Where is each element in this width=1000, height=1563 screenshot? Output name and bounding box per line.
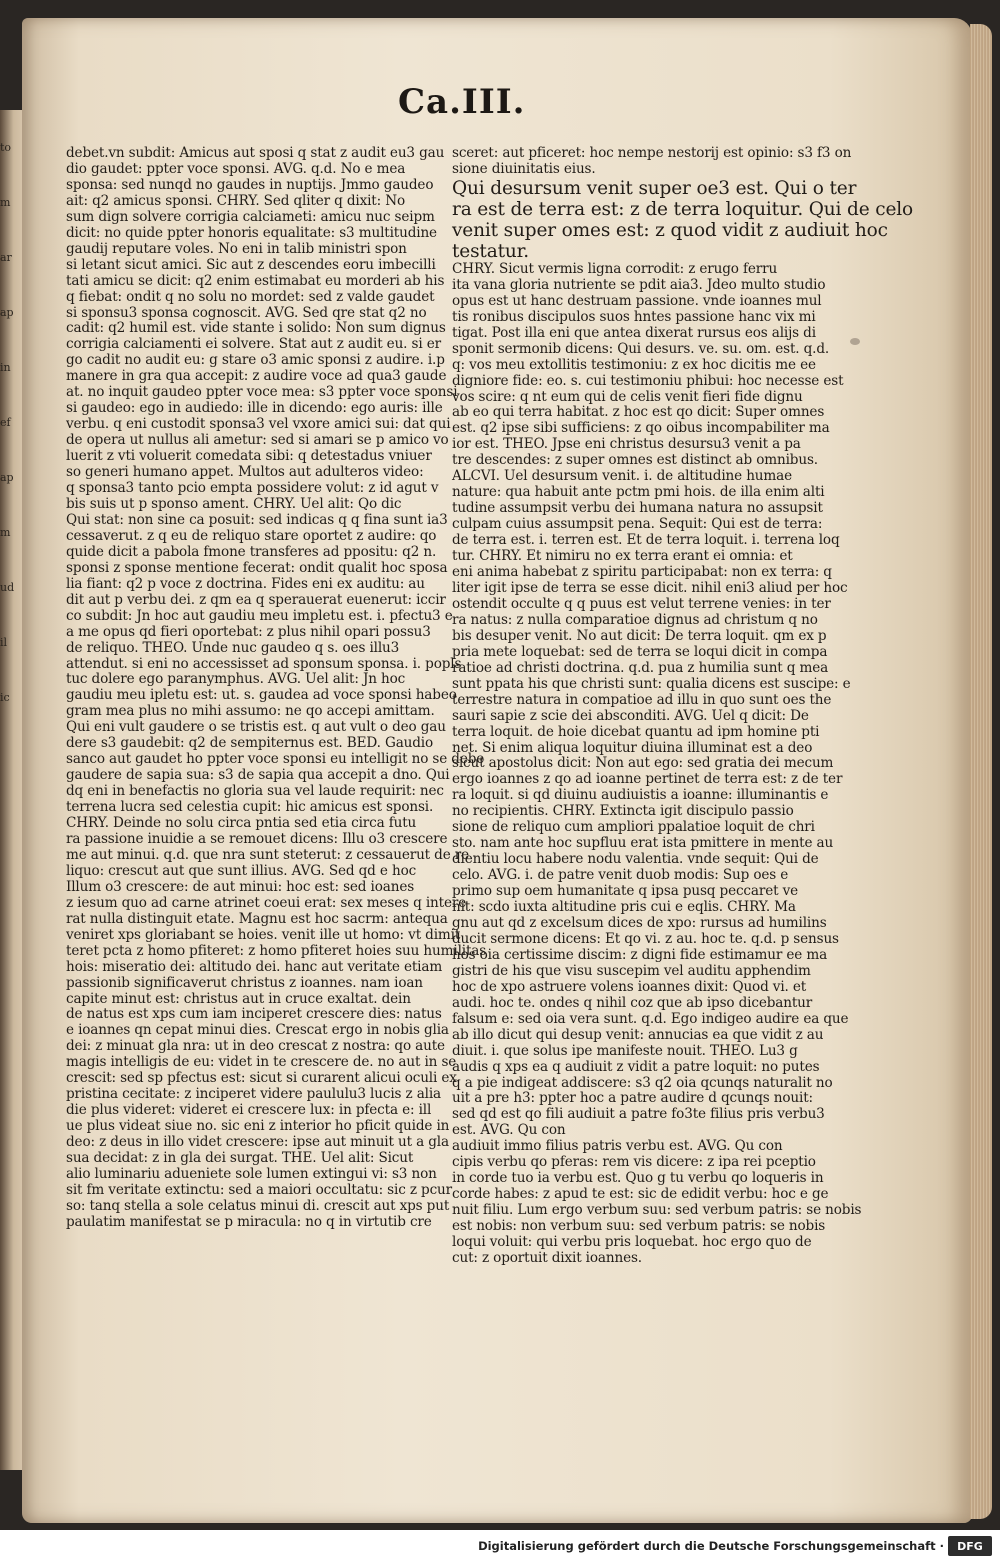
text-line: bis desuper venit. No aut dicit: De terra loquit. qm ex p [452,627,827,644]
text-line: rat nulla distinguit etate. Magnu est hoc sacrm: antequa [66,910,448,927]
text-line: testatur. [452,240,530,262]
text-line: tati amicu se dicit: q2 enim estimabat eu morderi ab his [66,272,445,289]
text-line: co subdit: Jn hoc aut gaudiu meu impletu est. i. pfectu3 e [66,607,453,624]
text-line: sed qd est qo fili audiuit a patre fo3te filius pris verbu3 [452,1106,825,1123]
text-line: sto. nam ante hoc supfluu erat ista pmittere in mente au [452,835,834,852]
text-line: terra loquit. de hoie dicebat quantu ad ipm homine pti [452,723,820,740]
text-line: pria mete loquebat: sed de terra se loqui dicit in compa [452,643,828,660]
margin-note: ud [0,581,15,594]
text-line: ait: q2 amicus sponsi. CHRY. Sed qliter q dixit: No [66,192,405,209]
text-line: sum dign solvere corrigia calciameti: amicu nuc seipm [66,208,435,225]
text-line: est. AVG. Qu con [452,1122,566,1139]
text-line: pristina cecitate: z inciperet videre paululu3 lucis z alia [66,1086,442,1103]
text-line: ostendit occulte q q puus est velut terrene venies: in ter [452,595,831,612]
text-line: tur. CHRY. Et nimiru no ex terra erant ei omnia: et [452,548,793,565]
text-line: q: vos meu extollitis testimoniu: z ex hoc dicitis me ee [452,356,816,373]
text-line: sponsi z sponse mentione fecerat: ondit qualit hoc sposa [66,559,448,576]
text-line: ALCVI. Uel desursum venit. i. de altitudine humae [452,468,793,485]
text-line: Qui eni vult gaudere o se tristis est. q aut vult o deo gau [66,719,446,736]
text-line: nuit filiu. Lum ergo verbum suu: sed verbum patris: se nobis [452,1202,862,1219]
text-line: liquo: crescut aut que sunt illius. AVG. Sed qd e hoc [66,862,417,879]
text-line: culpam cuius assumpsit pena. Sequit: Qui est de terra: [452,516,823,533]
text-line: tuc dolere ego paranymphus. AVG. Uel alit: Jn hoc [66,671,406,688]
left-text-column [66,145,487,1306]
text-line: ducit sermone dicens: Et qo vi. z au. hoc te. q.d. p sensus [452,930,839,947]
text-line: terrena lucra sed celestia cupit: hic amicus est sponsi. [66,799,434,816]
text-line: luerit z vti voluerit comedata sibi: q detestadus vniuer [66,448,432,465]
margin-note: m [0,526,11,539]
margin-note: to [0,141,12,154]
digitization-footer [0,1530,1000,1563]
text-line: in corde tuo ia verbu est. Quo g tu verbu qo loqueris in [452,1170,824,1187]
text-line: de opera ut nullus ali ametur: sed si amari se p amico vo [66,432,449,449]
margin-note: ar [0,251,12,264]
text-line: sua decidat: z in gla dei surgat. THE. Uel alit: Sicut [66,1150,414,1167]
text-line: sunt ppata his que christi sunt: qualia dicens est suscipe: e [452,675,851,692]
text-line: paulatim manifestat se p miracula: no q in virtutib cre [66,1213,432,1230]
text-line: die plus videret: videret ei crescere lux: in pfecta e: ill [66,1102,432,1119]
text-line: venit super omes est: z quod vidit z audiuit hoc [452,219,888,241]
text-line: gaudere de sapia sua: s3 de sapia qua accepit a dno. Qui [66,767,450,784]
text-line: veniret xps gloriabant se hoies. venit ille ut homo: vt dimit [66,926,461,943]
text-line: ab illo dicut qui desup venit: annucias ea que vidit z au [452,1026,824,1043]
text-line: primo sup oem humanitate q ipsa pusq peccaret ve [452,883,798,900]
text-line: quide dicit a pabola fmone transferes ad ppositu: q2 n. [66,543,437,560]
text-line: de terra est. i. terren est. Et de terra loquit. i. terrena loq [452,532,840,549]
text-line: est nobis: non verbum suu: sed verbum patris: se nobis [452,1218,826,1235]
text-line: digniore fide: eo. s. cui testimoniu phibui: hoc necesse est [452,372,844,389]
text-line: ab eo qui terra habitat. z hoc est qo dicit: Super omnes [452,404,825,421]
text-line: ra est de terra est: z de terra loquitur. Qui de celo [452,198,914,220]
text-line: vos scire: q nt eum qui de celis venit fieri fide dignu [452,388,803,405]
text-line: net. Si enim aliqua loquitur diuina illuminat est a deo [452,739,813,756]
text-line: q a pie indigeat addiscere: s3 q2 oia qcunqs naturalit no [452,1074,833,1091]
text-line: liter igit ipse de terra se esse dicit. nihil eni3 aliud per hoc [452,579,848,596]
text-line: sit fm veritate extinctu: sed a maiori occultatu: sic z pcur [66,1181,452,1198]
text-line: sceret: aut pficeret: hoc nempe nestorij est opinio: s3 f3 on [452,145,852,161]
text-line: lia fiant: q2 p voce z doctrina. Fides eni ex auditu: au [66,575,425,592]
text-line: cut: z oportuit dixit ioannes. [452,1250,642,1266]
text-line: e ioannes qn cepat minui dies. Crescat ergo in nobis glia [66,1022,449,1039]
text-line: dicit: no quide ppter honoris equalitate: s3 multitudine [66,224,437,241]
text-line: CHRY. Sicut vermis ligna corrodit: z erugo ferru [452,260,778,277]
text-line: uit a pre h3: ppter hoc a patre audire d qcunqs nouit: [452,1090,813,1107]
text-line: audiuit immo filius patris verbu est. AVG. Qu con [452,1138,783,1155]
text-line: no recipientis. CHRY. Extincta igit discipulo passio [452,803,794,820]
text-line: so: tanq stella a sole celatus minui di. crescit aut xps put [66,1197,450,1214]
text-line: ra loquit. si qd diuinu audiuistis a ioanne: illuminantis e [452,787,829,804]
text-line: est. q2 ipse sibi sufficiens: z qo oibus incompabiliter ma [452,420,830,437]
running-head: Ca.III. [398,82,526,122]
text-line: tudine assumpsit verbu dei humana natura no assupsit [452,500,823,517]
text-line: nit: scdo iuxta altitudine pris cui e eqlis. CHRY. Ma [452,899,796,916]
text-line: ra passione inuidie a se remouet dicens: Illu o3 crescere [66,830,448,847]
text-line: gaudiu meu ipletu est: ut. s. gaudea ad voce sponsi habeo [66,687,457,704]
text-line: a me opus qd fieri oportebat: z plus nihil opari possu3 [66,623,431,640]
text-line: go cadit no audit eu: g stare o3 amic sponsi z audire. i.p [66,352,445,369]
text-line: Illum o3 crescere: de aut minui: hoc est: sed ioanes [66,878,415,895]
text-line: z iesum quo ad carne atrinet coeui erat: sex meses q intere [66,894,467,911]
text-line: deo: z deus in illo videt crescere: ipse aut minuit ut a gla [66,1134,449,1151]
text-line: bis suis ut p sponso ament. CHRY. Uel alit: Qo dic [66,495,402,512]
text-line: dit aut p verbu dei. z qm ea q sperauerat euenerut: iccir [66,591,446,608]
text-line: loqui voluit: qui verbu pris loquebat. hoc ergo quo de [452,1234,812,1251]
text-line: sicut apostolus dicit: Non aut ego: sed gratia dei mecum [452,755,834,772]
text-line: eni anima habebat z spiritu participabat: non ex terra: q [452,564,832,581]
text-line: sanco aut gaudet ho ppter voce sponsi eu intelligit no se debe [66,751,485,768]
page-stack-edge [970,24,992,1519]
text-line: audis q xps ea q audiuit z vidit a patre loquit: no putes [452,1058,820,1075]
text-line: celo. AVG. i. de patre venit duob modis: Sup oes e [452,867,789,884]
text-line: CHRY. Deinde no solu circa pntia sed etia circa futu [66,815,417,832]
margin-note: ap [0,306,14,319]
right-text-column [452,145,914,1276]
text-line: ratioe ad christi doctrina. q.d. pua z humilia sunt q mea [452,659,829,676]
text-line: opus est ut hanc destruam passione. vnde ioannes mul [452,292,822,309]
text-line: dei: z minuat gla nra: ut in deo crescat z nostra: qo aute [66,1038,445,1055]
margin-note: m [0,196,11,209]
text-line: si sponsu3 sponsa cognoscit. AVG. Sed qre stat q2 no [66,304,427,321]
text-line: capite minut est: christus aut in cruce exaltat. dein [66,990,411,1007]
margin-note: ic [0,691,10,704]
text-line: q sponsa3 tanto pcio empta possidere volut: z id agut v [66,480,439,497]
text-line: de natus est xps cum iam inciperet crescere dies: natus [66,1006,442,1023]
text-line: sponit sermonib dicens: Qui desurs. ve. su. om. est. q.d. [452,340,830,357]
text-line: cipis verbu qo pferas: rem vis dicere: z ipa rei pceptio [452,1154,816,1171]
text-line: manere in gra qua accepit: z audire voce ad qua3 gaude [66,368,447,385]
margin-note: ap [0,471,14,484]
text-line: audi. hoc te. ondes q nihil coz que ab ipso dicebantur [452,994,813,1011]
margin-note: in [0,361,11,374]
text-line: dio gaudet: ppter voce sponsi. AVG. q.d. No e mea [66,160,406,177]
text-line: gram mea plus no mihi assumo: ne qo accepi amittam. [66,703,435,720]
text-line: ra natus: z nulla comparatioe dignus ad christum q no [452,611,818,628]
text-line: terrestre natura in compatioe ad illu in quo sunt oes the [452,691,832,708]
dfg-logo: DFG [948,1536,992,1556]
text-line: ior est. THEO. Jpse eni christus desursu3 venit a pa [452,436,801,453]
text-line: gnu aut qd z excelsum dices de xpo: rursus ad humilins [452,914,827,931]
text-line: falsum e: sed oia vera sunt. q.d. Ego indigeo audire ea que [452,1010,849,1027]
text-line: q fiebat: ondit q no solu no mordet: sed z valde gaudet [66,288,435,305]
text-line: si letant sicut amici. Sic aut z descendes eoru imbecilli [66,256,436,273]
text-line: verbu. q eni custodit sponsa3 vel vxore amici sui: dat qui [66,416,451,433]
text-line: diuit. i. que solus ipe manifeste nouit. THEO. Lu3 g [452,1042,798,1059]
text-line: at. no inquit gaudeo ppter voce mea: s3 ppter voce sponsi [66,384,458,401]
text-line: sione diuinitatis eius. [452,160,596,177]
text-line: Qui desursum venit super oe3 est. Qui o ter [452,177,857,199]
text-line: sione de reliquo cum ampliori ppalatioe loquit de chri [452,819,815,836]
margin-note: il [0,636,8,649]
text-line: magis intelligis de eu: videt in te crescere de. no aut in se [66,1054,457,1071]
text-line: Qui stat: non sine ca posuit: sed indicas q q fina sunt ia3 [66,511,448,528]
text-line: ita vana gloria nutriente se pdit aia3. Jdeo multo studio [452,276,826,293]
text-line: hos oia certissime discim: z digni fide estimamur ee ma [452,946,828,963]
text-line: cadit: q2 humil est. vide stante i solido: Non sum dignus [66,320,446,337]
text-line: hois: miseratio dei: altitudo dei. hanc aut veritate etiam [66,958,443,975]
text-line: so generi humano appet. Multos aut adulteros video: [66,464,424,481]
text-line: dientiu locu habere nodu valentia. vnde sequit: Qui de [452,851,819,868]
text-line: crescit: sed sp pfectus est: sicut si curarent alicui oculi ex [66,1070,457,1087]
text-line: me aut minui. q.d. que nra sunt steterut: z cessauerut de re [66,846,470,863]
text-line: de reliquo. THEO. Unde nuc gaudeo q s. oes illu3 [66,639,400,656]
text-line: attendut. si eni no accessisset ad sponsum sponsa. i. popls [66,655,462,672]
text-line: tigat. Post illa eni que antea dixerat rursus eos alijs di [452,324,816,341]
text-line: tis ronibus discipulos suos hntes passione hanc vix mi [452,308,816,325]
text-line: sponsa: sed nunqd no gaudes in nuptijs. Jmmo gaudeo [66,176,434,193]
ink-smudge [850,338,860,345]
text-line: teret pcta z homo pfiteret: z homo pfiteret hoies suu humilitas [66,942,487,959]
text-line: debet.vn subdit: Amicus aut sposi q stat z audit eu3 gau [66,145,445,161]
text-line: gaudij reputare voles. No eni in talib ministri spon [66,240,407,257]
text-line: hoc de xpo astruere volens ioannes dixit: Quod vi. et [452,978,807,995]
text-line: corrigia calciamenti ei solvere. Stat aut z audit eu. si er [66,336,441,353]
footer-credit: Digitalisierung gefördert durch die Deutsche Forschungsgemeinschaft · [478,1539,944,1553]
text-line: nature: qua habuit ante pctm pmi hois. de illa enim alti [452,484,825,501]
text-line: dere s3 gaudebit: q2 de sempiternus est. BED. Gaudio [66,735,434,752]
text-line: gistri de his que visu suscepim vel auditu apphendim [452,962,811,979]
text-line: dq eni in benefactis no gloria sua vel laude requirit: nec [66,783,444,800]
text-line: alio luminariu adueniete sole lumen extingui vi: s3 non [66,1166,437,1182]
margin-notes [0,140,26,760]
text-line: passionib significaverut christus z ioannes. nam ioan [66,974,423,991]
text-line: corde habes: z apud te est: sic de edidit verbu: hoc e ge [452,1186,829,1203]
text-line: ue plus videat siue no. sic eni z interior ho pficit quide in [66,1118,450,1135]
text-line: sauri sapie z scie dei absconditi. AVG. Uel q dicit: De [452,707,809,724]
text-line: cessaverut. z q eu de reliquo stare oportet z audire: qo [66,527,437,544]
text-line: tre descendes: z super omnes est distinct ab omnibus. [452,452,818,469]
text-line: si gaudeo: ego in audiedo: ille in dicendo: ego auris: ille [66,400,443,417]
text-line: ergo ioannes z qo ad ioanne pertinet de terra est: z de ter [452,771,843,788]
margin-note: ef [0,416,11,429]
